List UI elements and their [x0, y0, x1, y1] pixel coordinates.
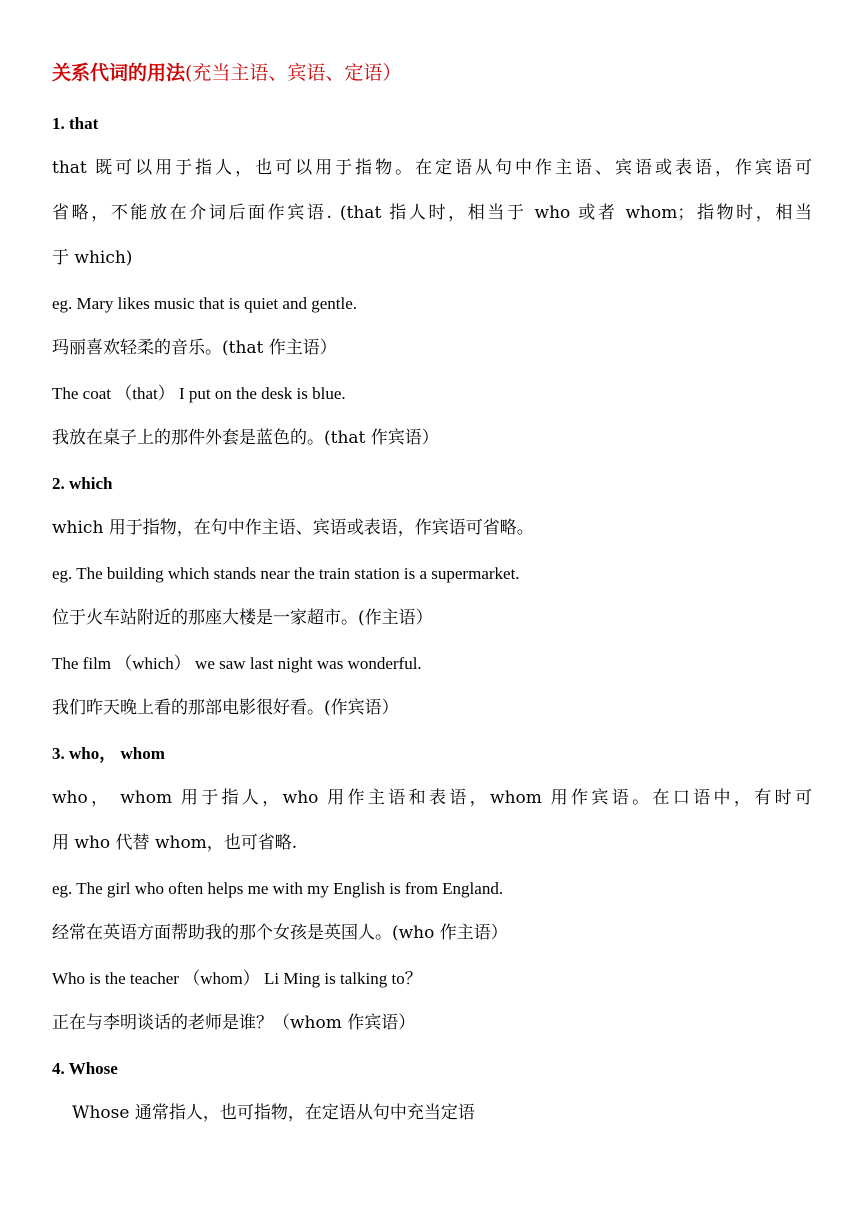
that-description-line-3: 于 which)	[52, 248, 133, 268]
who-whom-example-1-chinese: 经常在英语方面帮助我的那个女孩是英国人。(who 作主语）	[52, 923, 508, 943]
that-example-1-chinese: 玛丽喜欢轻柔的音乐。(that 作主语）	[52, 338, 337, 358]
which-example-2-english: The film （which） we saw last night was wonderful.	[52, 654, 422, 673]
who-whom-example-2-chinese: 正在与李明谈话的老师是谁？（whom 作宾语）	[52, 1013, 416, 1033]
section-heading-who-whom: 3. who， whom	[52, 744, 165, 763]
who-whom-description-line-2: 用 who 代替 whom，也可省略.	[52, 833, 298, 853]
page-title	[52, 56, 812, 90]
who-whom-example-2-english: Who is the teacher （whom） Li Ming is talking to？	[52, 969, 422, 988]
section-heading-whose: 4. Whose	[52, 1059, 118, 1078]
page-title-main: 关系代词的用法	[52, 62, 186, 84]
who-whom-description-line-1: who， whom 用于指人，who 用作主语和表语，whom 用作宾语。在口语中，有时可	[52, 788, 812, 808]
that-description-line-2: 省略，不能放在介词后面作宾语. (that 指人时，相当于 who 或者 whom；指物时，相当	[52, 203, 812, 223]
that-example-1-english: eg. Mary likes music that is quiet and gentle.	[52, 294, 357, 313]
that-example-2-chinese: 我放在桌子上的那件外套是蓝色的。(that 作宾语）	[52, 428, 439, 448]
which-description-line-1: which 用于指物，在句中作主语、宾语或表语，作宾语可省略。	[52, 518, 534, 538]
document-page	[52, 56, 812, 1136]
who-whom-example-1-english: eg. The girl who often helps me with my English is from England.	[52, 879, 504, 898]
whose-description-line-1: Whose 通常指人，也可指物，在定语从句中充当定语	[72, 1103, 475, 1123]
section-heading-which: 2. which	[52, 474, 113, 493]
that-description-line-1: that 既可以用于指人，也可以用于指物。在定语从句中作主语、宾语或表语，作宾语可	[52, 158, 812, 178]
section-heading-that: 1. that	[52, 114, 99, 133]
page-title-rest: (充当主语、宾语、定语）	[185, 62, 402, 84]
which-example-1-chinese: 位于火车站附近的那座大楼是一家超市。(作主语）	[52, 608, 433, 628]
that-example-2-english: The coat （that） I put on the desk is blue.	[52, 384, 346, 403]
which-example-2-chinese: 我们昨天晚上看的那部电影很好看。(作宾语）	[52, 698, 399, 718]
which-example-1-english: eg. The building which stands near the train station is a supermarket.	[52, 564, 520, 583]
